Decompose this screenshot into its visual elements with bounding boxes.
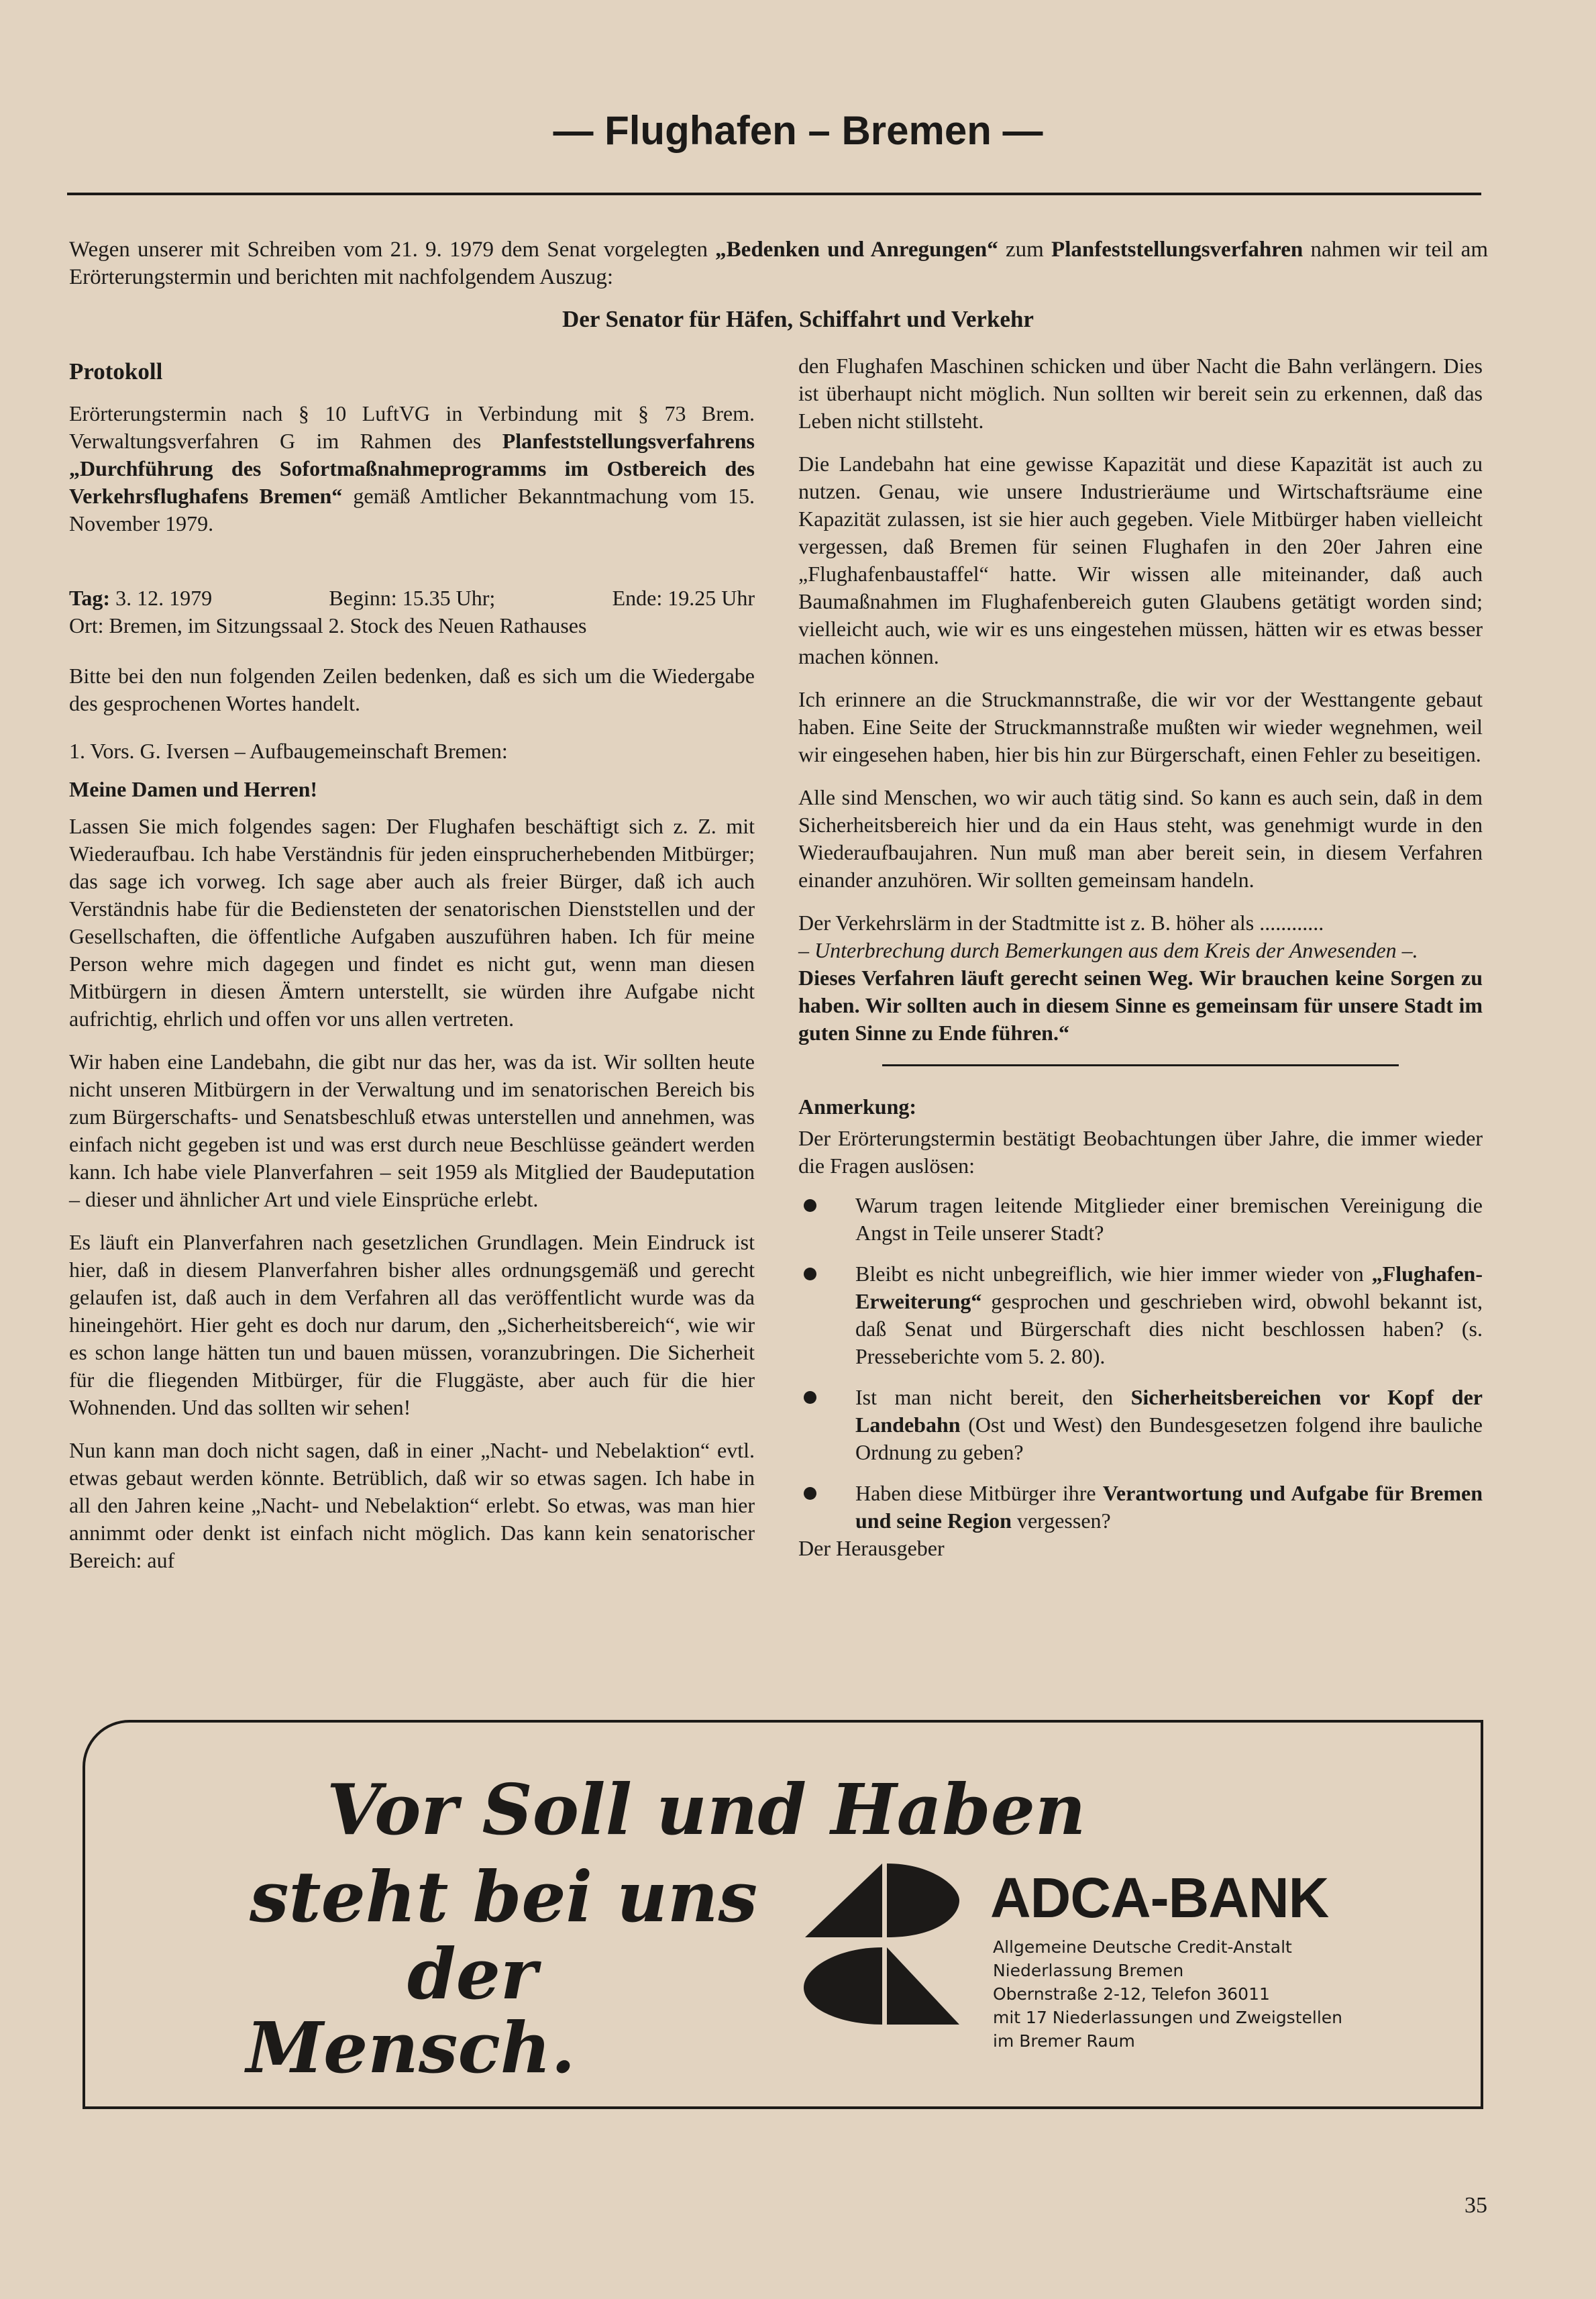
text: (Ost und West) den Bundesgesetzen folgend ihre bauliche Ordnung zu geben? [855, 1413, 1483, 1464]
right-paragraph: Der Verkehrslärm in der Stadtmitte ist z. B. höher als ............ [798, 911, 1324, 935]
text: Ist man nicht bereit, den [855, 1385, 1131, 1409]
anmerkung-heading: Anmerkung: [798, 1094, 917, 1119]
bullet-icon [804, 1487, 816, 1500]
intro-text: zum [998, 238, 1052, 262]
text: Bleibt es nicht unbegreiflich, wie hier immer wieder von [855, 1262, 1372, 1286]
list-item [798, 1260, 1483, 1370]
senator-heading: Der Senator für Häfen, Schiffahrt und Verkehr [562, 306, 1034, 332]
intro-bold: Planfeststellungsverfahren [1051, 238, 1304, 262]
intro-text: Wegen unserer mit Schreiben vom 21. 9. 1979 dem Senat vorgelegten [69, 238, 716, 262]
text: gesprochen und geschrieben wird, obwohl bekannt ist, daß Senat und Bürgerschaft dies nicht beschlossen haben? (s. Presseberichte vom 5. 2. 80). [855, 1289, 1483, 1368]
bold-text: Verantwortung und Aufgabe für Bremen und seine Region [855, 1481, 1483, 1533]
text: gemäß Amtlicher Bekanntmachung vom 15. November 1979. [69, 484, 755, 535]
ende: Ende: 19.25 Uhr [612, 586, 755, 610]
left-paragraph: Es läuft ein Planverfahren nach gesetzlichen Grundlagen. Mein Eindruck ist hier, daß in diesem Planverfahren bisher alles ordnungsgemäß und gerecht gelaufen ist, daß auch in dem Verfahren all das veröffentlicht wurde was da hineingehört. Hier geht es doch nur darum, den „Sicherheitsbereich“, wie wir es schon lange hätten tun und bauen müssen, voranzubringen. Die Sicherheit für die fliegenden Mitbürger, für die Fluggäste, aber auch für die hier Wohnenden. Und das sollten wir sehen! [69, 1230, 755, 1419]
right-paragraph: Alle sind Menschen, wo wir auch tätig sind. So kann es auch sein, daß in dem Sicherheitsbereich hier und da ein Haus steht, was genehmigt wurde in den Wiederaufbaujahren. Nun muß man aber bereit sein, in diesem Verfahren einander anzuhören. Wir sollten gemeinsam handeln. [798, 785, 1483, 892]
left-paragraph: Wir haben eine Landebahn, die gibt nur das her, was da ist. Wir sollten heute nicht unseren Mitbürgern in der Verwaltung und im senatorischen Bereich bis zum Bürgerschafts- und Senatsbeschluß etwas unterstellen und annehmen, was einfach nicht gegeben ist und was erst durch neue Beschlüsse geändert werden kann. Ich habe viele Planverfahren – seit 1959 als Mitglied der Baudeputation – dieser und ähnlicher Art und viele Einsprüche erlebt. [69, 1050, 755, 1211]
section-divider [882, 1064, 1399, 1066]
note: Bitte bei den nun folgenden Zeilen bedenken, daß es sich um die Wiedergabe des gesprochenen Wortes handelt. [69, 664, 755, 715]
right-paragraph: den Flughafen Maschinen schicken und über Nacht die Bahn verlängern. Dies ist überhaupt nicht möglich. Nun sollten wir bereit sein zu erkennen, daß das Leben nicht stillsteht. [798, 354, 1483, 433]
intro-bold: „Bedenken und Anregungen“ [715, 238, 998, 262]
text: Erörterungstermin nach § 10 LuftVG in Verbindung mit § 73 Brem. Verwaltungsverfahren G im Rahmen des [69, 401, 755, 453]
bank-name: ADCA-BANK [990, 1866, 1329, 1929]
signature: Der Herausgeber [798, 1536, 945, 1560]
text: vergessen? [1011, 1509, 1111, 1533]
left-column [69, 358, 755, 1590]
bullet-icon [804, 1391, 816, 1404]
list-item [798, 1480, 1483, 1535]
bank-info-line: Obernstraße 2-12, Telefon 36011 [993, 1984, 1270, 2004]
left-paragraph: Nun kann man doch nicht sagen, daß in einer „Nacht- und Nebelaktion“ evtl. etwas gebaut werden könnte. Betrüblich, daß wir so etwas sagen. Ich habe in all den Jahren keine „Nacht- und Nebelaktion“ erlebt. So etwas, was man hier annimmt oder denkt ist einfach nicht möglich. Das kann kein senatorischer Bereich: auf [69, 1438, 755, 1572]
page-number: 35 [1465, 2193, 1487, 2218]
slogan-line: Mensch. [246, 2006, 576, 2089]
bold-text: Planfeststellungsverfahrens „Durchführung des Sofortmaßnahmeprogramms im Ostbereich des Verkehrsflughafens Bremen“ [69, 429, 755, 508]
list-item [798, 1192, 1483, 1247]
date-row [69, 584, 755, 612]
bank-info-line: Allgemeine Deutsche Credit-Anstalt [993, 1937, 1292, 1957]
intro-paragraph [69, 236, 1488, 291]
adca-logo-icon [798, 1860, 966, 2028]
slogan-line: steht bei uns [250, 1855, 757, 1938]
tag-label: Tag: [69, 586, 111, 610]
closing-statement: Dieses Verfahren läuft gerecht seinen Weg. Wir brauchen keine Sorgen zu haben. Wir sollten auch in diesem Sinne es gemeinsam für unsere Stadt im guten Sinne zu Ende führen.“ [798, 966, 1483, 1045]
text: Warum tragen leitende Mitglieder einer bremischen Vereinigung die Angst in Teile unserer Stadt? [855, 1193, 1483, 1245]
slogan-line: Vor Soll und Haben [327, 1768, 1086, 1851]
slogan-line: der [407, 1933, 537, 2015]
bank-advertisement [83, 1720, 1483, 2109]
tag-value: 3. 12. 1979 [110, 586, 213, 610]
greeting: Meine Damen und Herren! [69, 777, 318, 801]
bullet-icon [804, 1199, 816, 1212]
protokoll-heading: Protokoll [69, 358, 163, 385]
anmerkung-text: Der Erörterungstermin bestätigt Beobachtungen über Jahre, die immer wieder die Fragen auslösen: [798, 1126, 1483, 1178]
bank-info-line: im Bremer Raum [993, 2031, 1135, 2051]
ort: Ort: Bremen, im Sitzungssaal 2. Stock des Neuen Rathauses [69, 613, 587, 637]
bank-info-line: Niederlassung Bremen [993, 1961, 1184, 1980]
bullet-icon [804, 1268, 816, 1280]
tag [69, 584, 212, 612]
bank-info-line: mit 17 Niederlassungen und Zweigstellen [993, 2008, 1343, 2027]
text: Haben diese Mitbürger ihre [855, 1481, 1103, 1505]
bold-text: „Flughafen-Erweiterung“ [855, 1262, 1483, 1313]
interruption: – Unterbrechung durch Bemerkungen aus dem Kreis der Anwesenden –. [798, 938, 1418, 962]
protokoll-intro [69, 400, 755, 538]
right-paragraph: Die Landebahn hat eine gewisse Kapazität und diese Kapazität ist auch zu nutzen. Genau, wie unsere Industrieräume und Wirtschaftsräume eine Kapazität zulassen, ist sie hier auch gegeben. Viele Mitbürger haben vielleicht vergessen, daß Bremen für seinen Flughafen in den 20er Jahren eine „Flughafenbaustaffel“ hatte. Wir wissen alle miteinander, daß auch Baumaßnahmen im Flughafenbereich guten Glaubens getätigt worden sind; vielleicht auch, wie wir es uns eingestehen müssen, hätten wir es etwas besser machen können. [798, 452, 1483, 668]
speaker: 1. Vors. G. Iversen – Aufbaugemeinschaft Bremen: [69, 739, 508, 763]
left-paragraph: Lassen Sie mich folgendes sagen: Der Flughafen beschäftigt sich z. Z. mit Wiederaufbau. Ich habe Verständnis für jeden einsprucherhebenden Mitbürger; das sage ich vorweg. Ich sage aber auch als freier Bürger, daß ich auch Verständnis habe für die Bediensteten der senatorischen Dienststellen und der Gesellschaften, die öffentliche Aufgaben auszuführen haben. Ich für meine Person wehre mich dagegen und findet es nicht gut, wenn man diesen Mitbürgern in diesen Ämtern unterstellt, sie würden ihre Aufgabe nicht aufrichtig, ehrlich und offen vor uns allen vertreten. [69, 814, 755, 1031]
right-column [798, 352, 1483, 1562]
bold-text: Sicherheitsbereichen vor Kopf der Landebahn [855, 1385, 1483, 1437]
list-item [798, 1384, 1483, 1466]
header-rule [67, 193, 1481, 195]
page-title: — Flughafen – Bremen — [553, 108, 1043, 153]
intro-text: nahmen wir teil am Erörterungstermin und berichten mit nachfolgendem Auszug: [69, 238, 1488, 289]
beginn: Beginn: 15.35 Uhr; [329, 586, 496, 610]
question-list [798, 1192, 1483, 1535]
right-paragraph: Ich erinnere an die Struckmannstraße, die wir vor der Westtangente gebaut haben. Eine Seite der Struckmannstraße mußten wir wieder wegnehmen, weil wir eingesehen haben, hier bis hin zur Bürgerschaft, einen Fehler zu beseitigen. [798, 687, 1483, 766]
